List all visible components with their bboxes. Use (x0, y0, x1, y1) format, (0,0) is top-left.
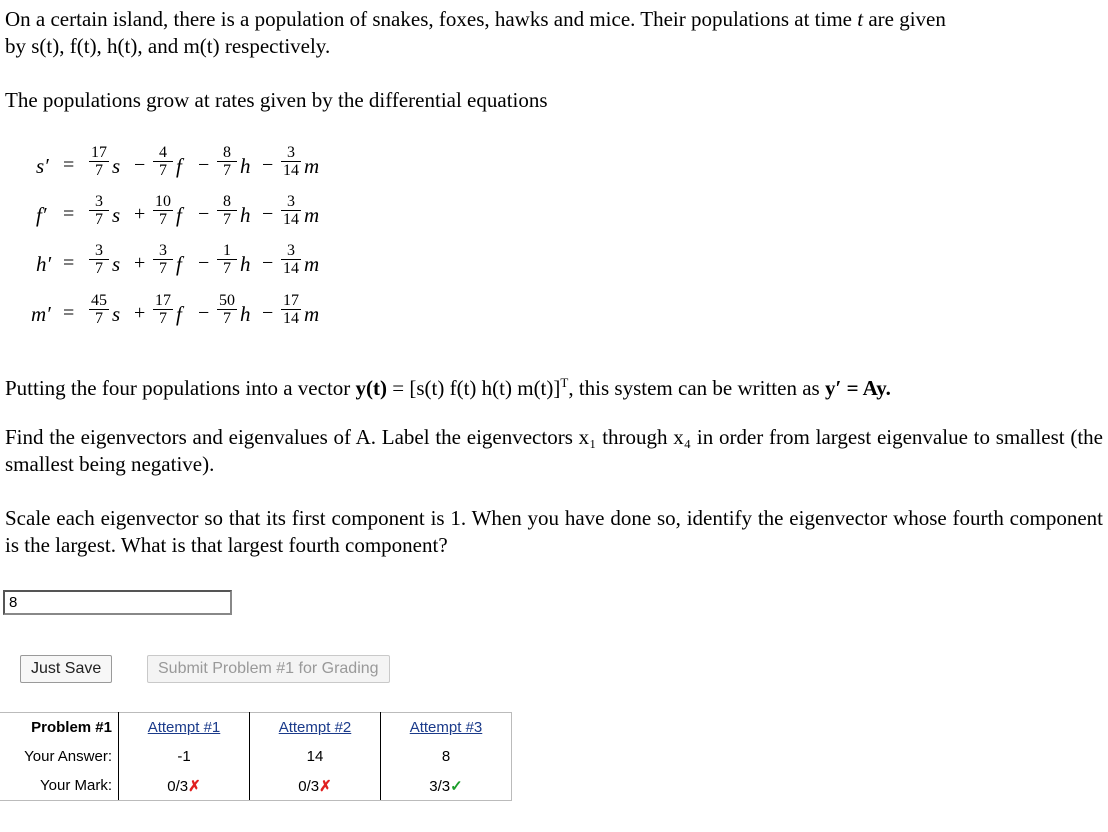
coefficient-fraction: 10 7 (155, 193, 171, 228)
attempt-1-link[interactable]: Attempt #1 (147, 719, 221, 736)
incorrect-icon: ✗ (319, 777, 332, 795)
variable: m (304, 252, 320, 276)
attempt-3-mark: 3/3✓ (381, 771, 512, 801)
coefficient-fraction: 4 7 (152, 145, 174, 178)
attempts-table (0, 712, 512, 801)
variable: s (112, 302, 121, 326)
coefficient-fraction: 3 14 (283, 193, 299, 228)
variable: s (112, 252, 121, 276)
variable: f (176, 203, 182, 227)
variable: f (176, 252, 182, 276)
attempt-1-header[interactable] (119, 713, 250, 743)
correct-check-icon: ✓ (450, 777, 463, 795)
variable: h (240, 302, 251, 326)
equals-sign: = (63, 203, 75, 225)
equation-row (0, 145, 420, 185)
operator-sign: − (262, 302, 274, 324)
submit-button[interactable]: Submit Problem #1 for Grading (147, 655, 390, 683)
find-paragraph: Find the eigenvectors and eigenvalues of A. Label the eigenvectors x₁ through x₄ in order from largest eigenvalue to smallest (the smallest being negative). (5, 425, 1103, 476)
just-save-button[interactable]: Just Save (20, 655, 112, 683)
scale-paragraph: Scale each eigenvector so that its first component is 1. When you have done so, identify the eigenvector whose fourth component is the largest. What is that largest fourth component? (5, 506, 1103, 557)
operator-sign: − (134, 154, 146, 176)
equals-sign: = (63, 252, 75, 274)
attempt-2-answer: 14 (250, 742, 381, 771)
attempt-1-answer: -1 (119, 742, 250, 771)
operator-sign: + (134, 252, 146, 274)
operator-sign: − (198, 302, 210, 324)
answer-input[interactable] (3, 590, 232, 615)
intro-paragraph: On a certain island, there is a population of snakes, foxes, hawks and mice. Their populations at time t are given by s(t), f(t), h(t), and m(t) respectively. (5, 7, 946, 58)
operator-sign: − (262, 252, 274, 274)
your-answer-label: Your Answer: (0, 742, 119, 771)
attempt-3-header[interactable] (381, 713, 512, 743)
variable: f (176, 154, 182, 178)
equals-sign: = (63, 302, 75, 324)
operator-sign: − (198, 154, 210, 176)
variable: s (112, 203, 121, 227)
coefficient-fraction: 3 7 (152, 243, 174, 276)
coefficient-fraction: 17 7 (91, 144, 107, 179)
variable: h (240, 154, 251, 178)
attempt-2-header[interactable] (250, 713, 381, 743)
variable: m (304, 154, 320, 178)
equation-row (0, 194, 420, 234)
table-header-row (0, 713, 512, 743)
coefficient-fraction: 3 7 (88, 243, 110, 276)
attempt-2-link[interactable]: Attempt #2 (278, 719, 352, 736)
operator-sign: − (262, 203, 274, 225)
operator-sign: − (198, 203, 210, 225)
equation-row (0, 243, 420, 283)
attempt-1-mark: 0/3✗ (119, 771, 250, 801)
rates-paragraph: The populations grow at rates given by the differential equations (5, 88, 548, 112)
coefficient-fraction: 17 14 (283, 292, 299, 327)
coefficient-fraction: 3 14 (283, 242, 299, 277)
operator-sign: + (134, 203, 146, 225)
equation-row (0, 293, 420, 333)
coefficient-fraction: 17 7 (155, 292, 171, 327)
variable: m (304, 302, 320, 326)
coefficient-fraction: 3 7 (88, 194, 110, 227)
coefficient-fraction: 8 7 (216, 145, 238, 178)
coefficient-fraction: 1 7 (216, 243, 238, 276)
coefficient-fraction: 50 7 (219, 292, 235, 327)
attempt-2-mark: 0/3✗ (250, 771, 381, 801)
operator-sign: − (262, 154, 274, 176)
equation-lhs: s′ (36, 154, 49, 178)
equation-lhs: f′ (36, 203, 47, 227)
problem-header: Problem #1 (0, 713, 119, 743)
variable: h (240, 252, 251, 276)
your-mark-label: Your Mark: (0, 771, 119, 801)
attempt-3-link[interactable]: Attempt #3 (409, 719, 483, 736)
variable: m (304, 203, 320, 227)
table-row (0, 771, 512, 801)
coefficient-fraction: 3 14 (283, 144, 299, 179)
attempt-3-answer: 8 (381, 742, 512, 771)
coefficient-fraction: 8 7 (216, 194, 238, 227)
coefficient-fraction: 45 7 (91, 292, 107, 327)
incorrect-icon: ✗ (188, 777, 201, 795)
operator-sign: − (198, 252, 210, 274)
equation-lhs: m′ (31, 302, 51, 326)
variable: s (112, 154, 121, 178)
equals-sign: = (63, 154, 75, 176)
operator-sign: + (134, 302, 146, 324)
equation-lhs: h′ (36, 252, 52, 276)
variable: h (240, 203, 251, 227)
vector-paragraph: Putting the four populations into a vector y(t) = [s(t) f(t) h(t) m(t)]$^T$, this system can be written as y′ = Ay. (5, 375, 891, 400)
table-row (0, 742, 512, 771)
variable: f (176, 302, 182, 326)
